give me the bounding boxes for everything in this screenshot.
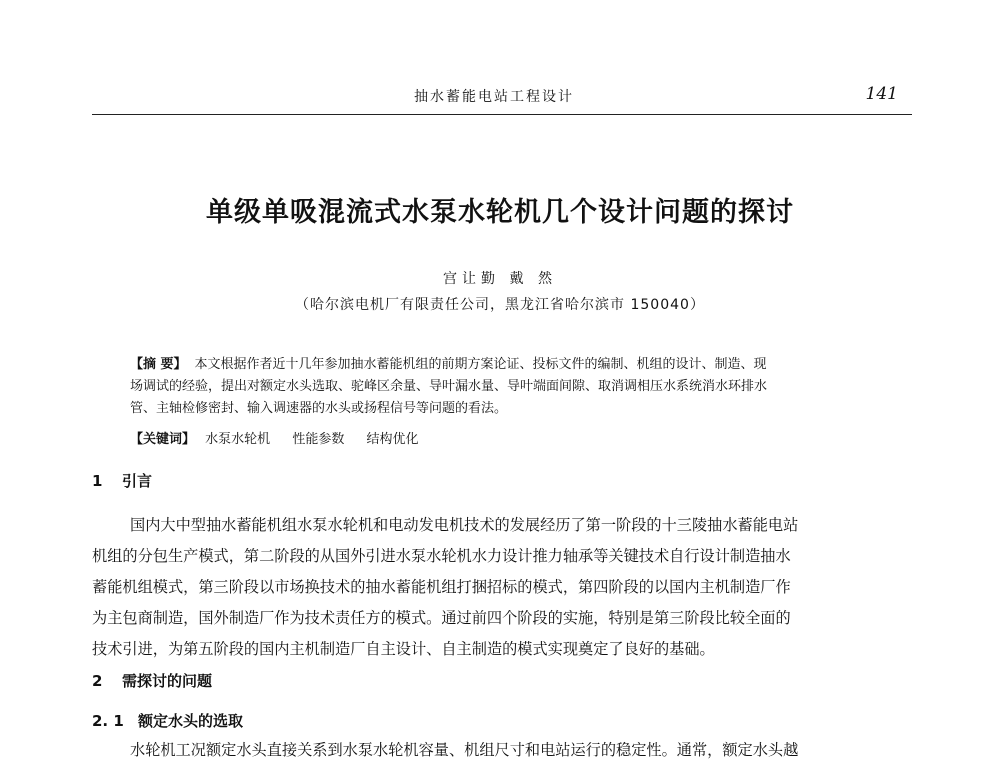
paragraph-line: 技术引进，为第五阶段的国内主机制造厂自主设计、自主制造的模式实现奠定了良好的基础。 [92,640,715,658]
abstract-line: 场调试的经验，提出对额定水头选取、驼峰区余量、导叶漏水量、导叶端面间隙、取消调相压水系统消水环排水 [130,379,768,394]
keyword-item: 性能参数 [292,432,345,447]
keyword-item: 结构优化 [366,432,419,447]
paragraph-line: 水轮机工况额定水头直接关系到水泵水轮机容量、机组尺寸和电站运行的稳定性。通常，额定水头越 [130,741,799,759]
keywords [130,428,436,447]
introduction-paragraph [92,510,918,665]
section-title: 引言 [122,472,153,490]
keywords-label: 【关键词】 [130,432,196,447]
abstract-label: 【摘 要】 [130,357,187,372]
abstract [130,354,885,420]
article-authors: 宫让勤 戴 然 [443,271,557,287]
paragraph-line: 蓄能机组模式，第三阶段以市场换技术的抽水蓄能机组打捆招标的模式，第四阶段的以国内主机制造厂作 [92,578,791,596]
section-number: 2 [92,672,103,690]
keyword-item: 水泵水轮机 [205,432,271,447]
rated-head-paragraph [92,735,918,766]
article-title: 单级单吸混流式水泵水轮机几个设计问题的探讨 [206,197,794,228]
subsection-heading-rated-head [92,710,243,731]
section-number: 1 [92,472,103,490]
paragraph-line: 为主包商制造，国外制造厂作为技术责任方的模式。通过前四个阶段的实施，特别是第三阶段比较全面的 [92,609,791,627]
abstract-text: 本文根据作者近十几年参加抽水蓄能机组的前期方案论证、投标文件的编制、机组的设计、制造、现 [194,357,767,372]
section-number: 2. 1 [92,712,124,730]
running-header [92,84,912,115]
abstract-line [130,354,885,376]
abstract-line: 管、主轴检修密封、输入调速器的水头或扬程信号等问题的看法。 [130,401,508,416]
paragraph-line: 机组的分包生产模式，第二阶段的从国外引进水泵水轮机水力设计推力轴承等关键技术自行设计制造抽水 [92,547,791,565]
section-title: 需探讨的问题 [122,672,213,690]
journal-title: 抽水蓄能电站工程设计 [414,89,574,105]
section-heading-introduction [92,470,152,491]
page-number: 141 [865,84,898,104]
article-affiliation: （哈尔滨电机厂有限责任公司，黑龙江省哈尔滨市 150040） [295,297,705,313]
section-heading-issues [92,670,212,691]
paragraph-line: 国内大中型抽水蓄能机组水泵水轮机和电动发电机技术的发展经历了第一阶段的十三陵抽水蓄能电站 [130,516,799,534]
section-title: 额定水头的选取 [138,712,244,730]
